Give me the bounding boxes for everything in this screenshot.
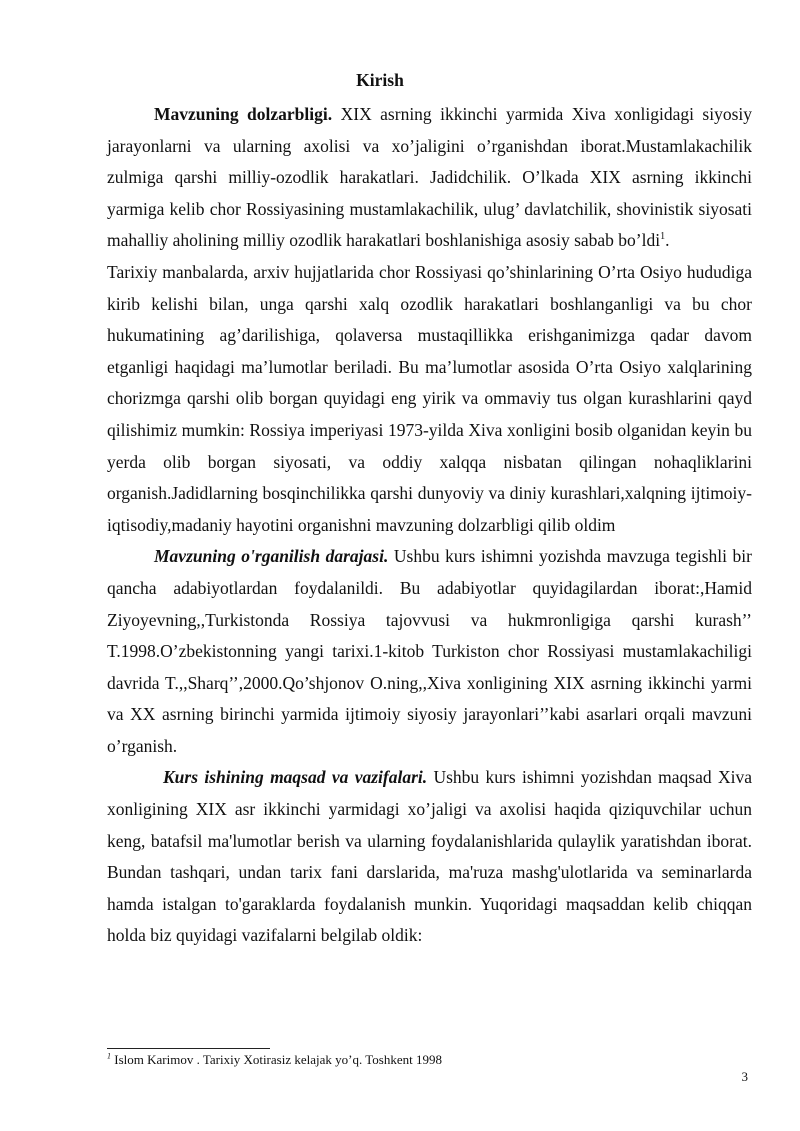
section-title: Kirish	[356, 70, 404, 90]
page-number: 3	[741, 1069, 748, 1084]
document-body	[107, 99, 752, 952]
footnote-text: Islom Karimov . Tarixiy Xotirasiz kelajak yo’q. Toshkent 1998	[111, 1052, 442, 1067]
paragraph-lead: Kurs ishining maqsad va vazifalari.	[163, 767, 428, 788]
footnote-separator	[107, 1048, 270, 1049]
paragraph-lead: Mavzuning dolzarbligi.	[154, 104, 333, 124]
paragraph-text: Ushbu kurs ishimni yozishdan maqsad Xiva xonligining XIX asr ikkinchi yarmidagi xo’jaligi va axolisi haqida qiziquvchilar uchun keng, batafsil ma'lumotlar berish va ularning foydalanishlarida qulaylik yaratishdan iborat. Bundan tashqari, undan tarix fani darslarida, ma'ruza mashg'ulotlarida va seminarlarda hamda istalgan to'garaklarda foydalanish munkin. Yuqoridagi maqsaddan kelib chiqqan holda biz quyidagi vazifalarni belgilab oldik:	[107, 767, 752, 946]
paragraph-sources: Tarixiy manbalarda, arxiv hujjatlarida chor Rossiyasi qo’shinlarining O’rta Osiyo hududiga kirib kelishi bilan, unga qarshi xalq ozodlik harakatlari boshlanganligi va bu chor hukumatining ag’darilishiga, qolaversa mustaqillikka erishganimizga qadar davom etganligi haqidagi ma’lumotlar beriladi. Bu ma’lumotlar asosida O’rta Osiyo xalqlarining chorizmga qarshi olib borgan quyidagi eng yirik va ommaviy tus olgan kurashlarini qayd qilishimiz mumkin: Rossiya imperiyasi 1973-yilda Xiva xonligini bosib olganidan keyin bu yerda olib borgan siyosati, va oddiy xalqqa nisbatan qilingan nohaqliklarini organish.Jadidlarning bosqinchilikka qarshi dunyoviy va diniy kurashlari,xalqning ijtimoiy-iqtisodiy,madaniy hayotini organishni mavzuning dolzarbligi qilib oldim	[107, 261, 752, 535]
paragraph-relevance	[107, 99, 752, 257]
paragraph-lead: Mavzuning o'rganilish darajasi.	[154, 546, 389, 567]
paragraph-study-level	[107, 541, 752, 762]
footnote	[107, 1052, 442, 1068]
footnote-reference[interactable]: 1	[660, 231, 666, 243]
footnote-marker: 1	[107, 1051, 111, 1061]
paragraph-goals	[107, 762, 752, 952]
paragraph-text: XIX asrning ikkinchi yarmida Xiva xonligidagi siyosiy jarayonlarni va ularning axolisi va xo’jaligini o’rganishdan iborat.Mustamlakachilik zulmiga qarshi milliy-ozodlik harakatlari. Jadidchilik. O’lkada XIX asrning ikkinchi yarmiga kelib chor Rossiyasining mustamlakachilik, ulug’ davlatchilik, shovinistik siyosati mahalliy aholining milliy ozodlik harakatlari boshlanishiga asosiy sabab bo’ldi	[107, 104, 753, 251]
paragraph-tail: .	[665, 230, 670, 251]
paragraph-text: Ushbu kurs ishimni yozishda mavzuga tegishli bir qancha adabiyotlardan foydalanildi. Bu adabiyotlar quyidagilardan iborat:,Hamid Ziyoyevning,,Turkistonda Rossiya tajovvusi va hukmronligiga qarshi kurash’’ T.1998.O’zbekistonning yangi tarixi.1-kitob Turkiston chor Rossiyasi mustamlakachiligi davrida T.,,Sharq’’,2000.Qo’shjonov O.ning,,Xiva xonligining XIX asrning ikkinchi yarmi va XX asrning birinchi yarmida ijtimoiy siyosiy jarayonlari’’kabi asarlari orqali mavzuni o’rganish.	[107, 546, 752, 756]
